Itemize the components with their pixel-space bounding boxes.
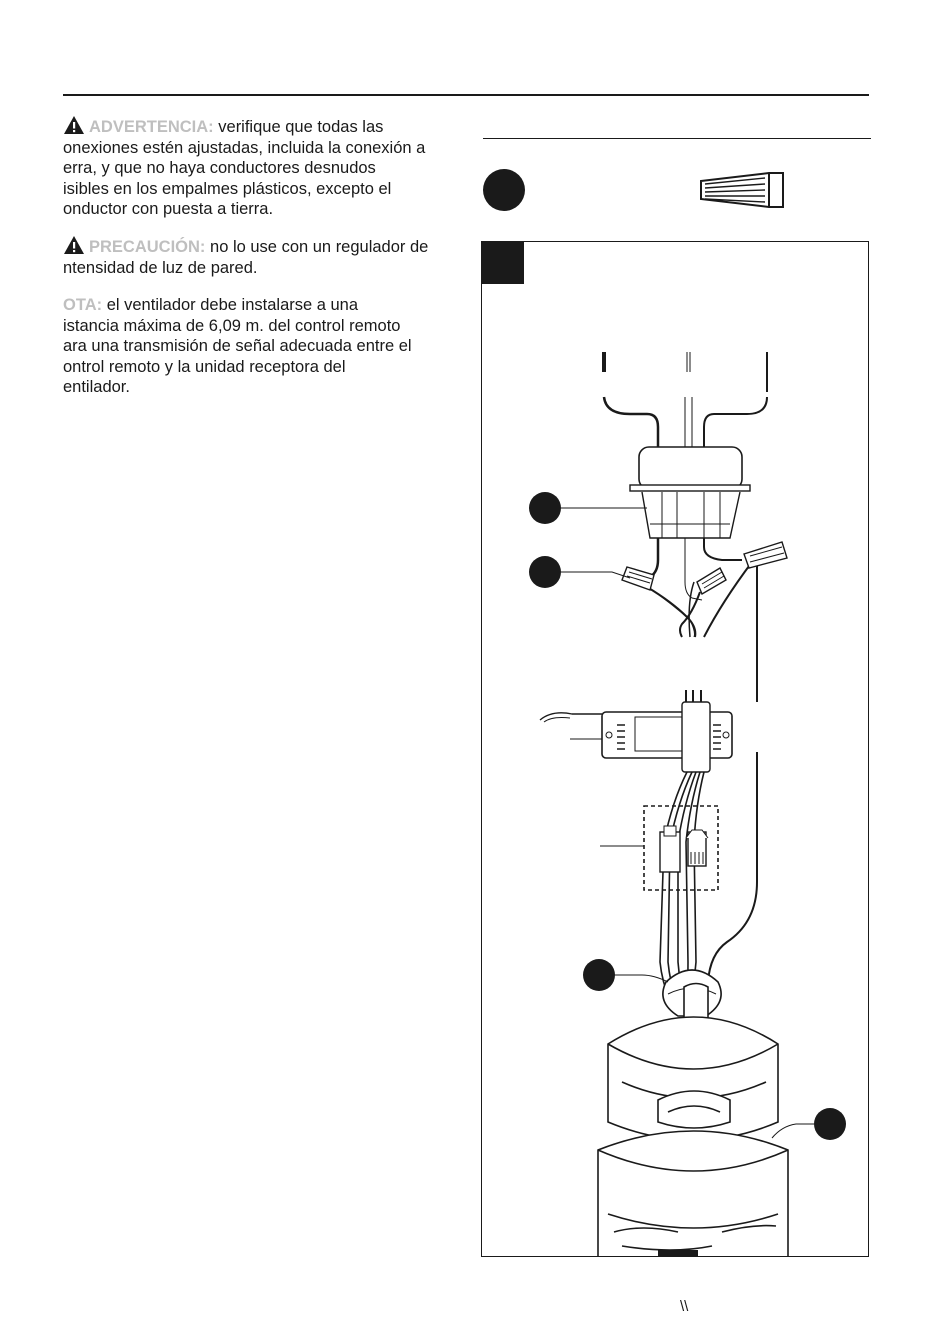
note-line1: el ventilador debe instalarse a una [106,296,359,314]
warning-text-line1: verifique que todas las [218,118,384,136]
wiring-diagram [482,242,869,1257]
warning-text-c: isibles en los empalmes plásticos, excepto el [63,179,392,198]
callout-motor [772,1108,846,1140]
motor-housing [608,1017,778,1140]
installed-wire-nut-left [622,567,654,590]
installed-wire-nut-right [744,542,787,568]
connector-detail [600,806,718,890]
caution-text-line1: no lo use con un regulador de [210,238,429,256]
note-line3: ara una transmisión de señal adecuada entre el [63,337,412,355]
callout-wire-nuts [529,556,630,588]
warning-triangle-icon [63,115,85,135]
section-rule [483,138,871,139]
caution-keyword: PRECAUCIÓN: [89,238,206,256]
header-rule [63,94,869,96]
ceiling-wires [602,352,767,457]
note-line2: istancia máxima de 6,09 m. del control remoto [63,316,401,335]
warning-paragraph [63,115,458,220]
note-line4: ontrol remoto y la unidad receptora del [63,357,346,376]
note-keyword: OTA: [63,296,103,314]
warning-triangle-icon [63,235,85,255]
parts-callout-circle [483,169,525,211]
note-line5: entilador. [63,378,130,396]
page-number: \\ [680,1298,689,1315]
lower-housing [598,1131,788,1257]
mounting-canopy [630,447,750,538]
warning-text-d: onductor con puesta a tierra. [63,200,274,218]
installation-diagram-panel [481,241,869,1257]
warning-text-a: onexiones estén ajustadas, incluida la conexión a [63,138,426,157]
receiver-unit [540,702,732,772]
warning-text-b: erra, y que no haya conductores desnudos [63,159,376,177]
caution-text-line2: ntensidad de luz de pared. [63,258,258,277]
callout-canopy [529,492,647,524]
caution-paragraph [63,235,458,278]
installed-wire-nut-middle [697,568,726,594]
wire-nut-icon [699,169,785,211]
note-paragraph [63,295,458,398]
warning-keyword: ADVERTENCIA: [89,118,214,136]
